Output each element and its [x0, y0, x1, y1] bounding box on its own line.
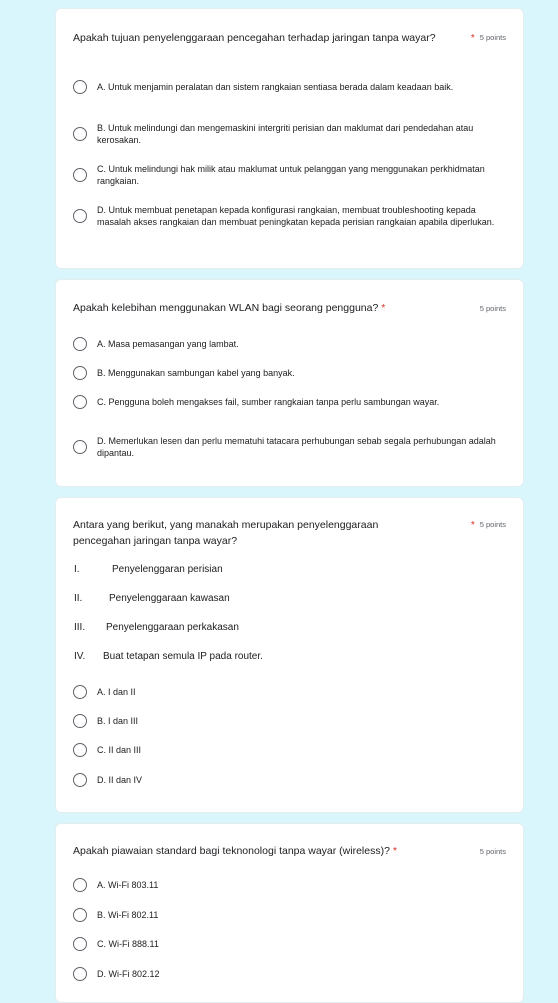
option-label: B. I dan III: [97, 716, 139, 726]
statement-2: [74, 593, 230, 604]
option-label: A. Wi-Fi 803.11: [97, 880, 159, 890]
option-label: D. Untuk membuat penetapan kepada konfigurasi rangkaian, membuat troubleshooting kepada masalah akses rangkaian dan membuat peningkatan kepada perisian rangkaian apabila diperlukan.: [97, 205, 495, 227]
required-mark: *: [392, 845, 397, 857]
question-title: [73, 300, 453, 316]
statement-4: [74, 651, 263, 662]
statement-number: III.: [74, 622, 86, 633]
option-d[interactable]: [73, 435, 503, 459]
option-label: C. Wi-Fi 888.11: [97, 939, 159, 949]
question-card-3: [55, 497, 524, 813]
statement-text: Penyelenggaran perisian: [112, 564, 223, 575]
points-label: 5 points: [479, 33, 506, 42]
question-title: Apakah tujuan penyelenggaraan pencegahan terhadap jaringan tanpa wayar?: [73, 32, 436, 44]
option-b[interactable]: [73, 122, 503, 146]
radio-button[interactable]: [73, 337, 87, 351]
required-mark: *: [470, 520, 475, 531]
question-card-4: [55, 823, 524, 1003]
radio-button[interactable]: [73, 80, 87, 94]
option-label: C. Untuk melindungi hak milik atau maklumat untuk pelanggan yang menggunakan perkhidmatan rangkaian.: [97, 164, 485, 186]
points-label: 5 points: [479, 520, 506, 529]
option-label: B. Menggunakan sambungan kabel yang banyak.: [97, 368, 295, 378]
option-b[interactable]: [73, 366, 503, 380]
option-label: A. Masa pemasangan yang lambat.: [97, 339, 239, 349]
option-label: B. Wi-Fi 802.11: [97, 910, 159, 920]
radio-button[interactable]: [73, 127, 87, 141]
radio-button[interactable]: [73, 967, 87, 981]
statement-text: Buat tetapan semula IP pada router.: [103, 651, 263, 662]
radio-button[interactable]: [73, 743, 87, 757]
statement-number: II.: [74, 593, 83, 604]
option-label: C. Pengguna boleh mengakses fail, sumber rangkaian tanpa perlu sambungan wayar.: [97, 397, 440, 407]
question-points: [471, 519, 506, 530]
required-mark: *: [470, 33, 475, 44]
option-c[interactable]: [73, 743, 503, 757]
radio-button[interactable]: [73, 395, 87, 409]
option-b[interactable]: [73, 908, 503, 922]
option-a[interactable]: [73, 80, 503, 94]
option-label: D. II dan IV: [97, 775, 143, 785]
option-c[interactable]: [73, 163, 503, 187]
option-label: D. Wi-Fi 802.12: [97, 969, 160, 979]
option-d[interactable]: [73, 967, 503, 981]
question-points: [471, 32, 506, 43]
option-a[interactable]: [73, 878, 503, 892]
radio-button[interactable]: [73, 714, 87, 728]
question-card-2: [55, 279, 524, 487]
question-points: 5 points: [479, 847, 506, 856]
question-title: Antara yang berikut, yang manakah merupakan penyelenggaraan pencegahan jaringan tanpa wayar?: [73, 519, 379, 547]
option-label: B. Untuk melindungi dan mengemaskini intergriti perisian dan maklumat dari pendedahan atau kerosakan.: [97, 123, 474, 145]
radio-button[interactable]: [73, 168, 87, 182]
option-c[interactable]: [73, 395, 503, 409]
question-title-text: Apakah piawaian standard bagi teknonologi tanpa wayar (wireless)?: [73, 845, 390, 857]
option-d[interactable]: [73, 773, 503, 787]
option-label: A. Untuk menjamin peralatan dan sistem rangkaian sentiasa berada dalam keadaan baik.: [97, 82, 454, 92]
statement-1: [74, 564, 223, 575]
question-title: [73, 843, 453, 859]
question-title-text: Apakah kelebihan menggunakan WLAN bagi seorang pengguna?: [73, 302, 379, 314]
option-d[interactable]: [73, 204, 503, 228]
radio-button[interactable]: [73, 685, 87, 699]
option-label: A. I dan II: [97, 687, 136, 697]
statement-number: I.: [74, 564, 80, 575]
required-mark: *: [381, 302, 386, 314]
question-points: 5 points: [479, 304, 506, 313]
radio-button[interactable]: [73, 937, 87, 951]
radio-button[interactable]: [73, 440, 87, 454]
option-a[interactable]: [73, 337, 503, 351]
statement-3: [74, 622, 239, 633]
radio-button[interactable]: [73, 366, 87, 380]
radio-button[interactable]: [73, 209, 87, 223]
statement-number: IV.: [74, 651, 86, 662]
option-a[interactable]: [73, 685, 503, 699]
option-c[interactable]: [73, 937, 503, 951]
radio-button[interactable]: [73, 773, 87, 787]
statement-text: Penyelenggaraan perkakasan: [106, 622, 239, 633]
option-label: C. II dan III: [97, 745, 142, 755]
radio-button[interactable]: [73, 878, 87, 892]
statement-text: Penyelenggaraan kawasan: [109, 593, 230, 604]
option-label: D. Memerlukan lesen dan perlu mematuhi tatacara perhubungan sebab segala perhubungan adalah dipantau.: [97, 436, 496, 458]
question-card-1: [55, 8, 524, 269]
option-b[interactable]: [73, 714, 503, 728]
radio-button[interactable]: [73, 908, 87, 922]
